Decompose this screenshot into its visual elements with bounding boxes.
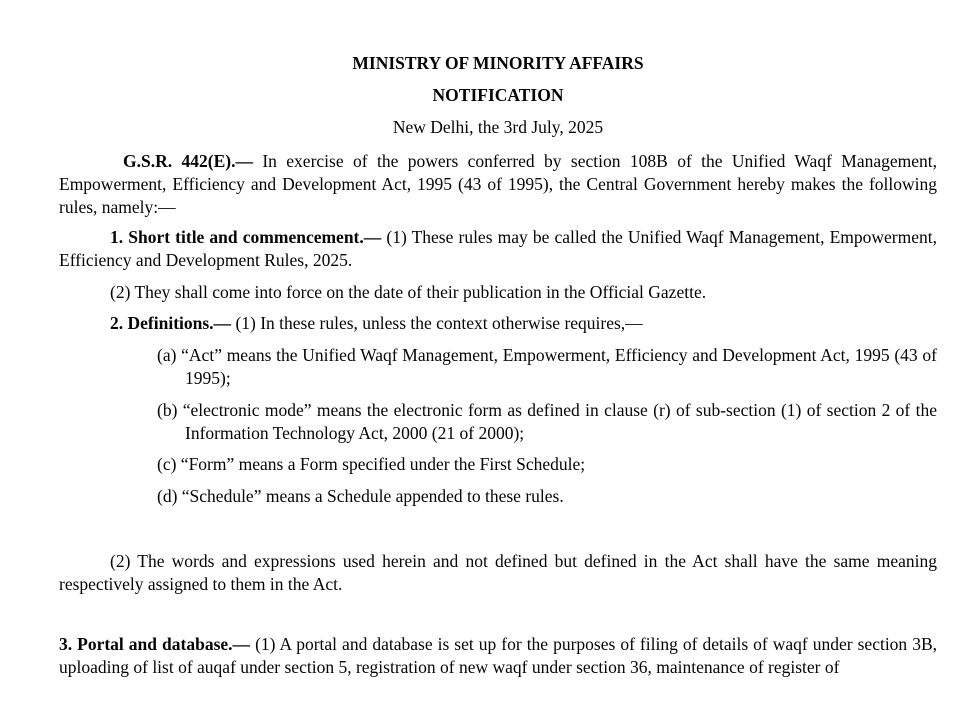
para-rule1-lead: 1. Short title and commencement.—: [110, 227, 382, 247]
para-rule1-sub2: [59, 281, 937, 304]
clause-d: (d) “Schedule” means a Schedule appended to these rules.: [157, 486, 564, 506]
para-rule2-sub2-text: (2) The words and expressions used herein and not defined but defined in the Act shall have the same meaning respectively assigned to them in the Act.: [59, 551, 937, 594]
para-gsr: [59, 150, 937, 219]
para-rule2-text: (1) In these rules, unless the context otherwise requires,—: [231, 313, 643, 333]
clause-b: (b) “electronic mode” means the electronic form as defined in clause (r) of sub-section (1) of section 2 of the Information Technology Act, 2000 (21 of 2000);: [157, 400, 937, 443]
clause-a: (a) “Act” means the Unified Waqf Management, Empowerment, Efficiency and Development Act, 1995 (43 of 1995);: [157, 345, 937, 388]
dateline: New Delhi, the 3rd July, 2025: [392, 117, 604, 137]
notification-title: NOTIFICATION: [432, 85, 564, 105]
para-gsr-lead: G.S.R. 442(E).—: [123, 151, 253, 171]
para-rule2-sub2: [59, 550, 937, 596]
para-rule3-lead: 3. Portal and database.—: [59, 634, 251, 654]
para-rule1: [59, 226, 937, 272]
para-rule1-text: (1) These rules may be called the Unified Waqf Management, Empowerment, Efficiency and Development Rules, 2025.: [59, 227, 937, 270]
para-rule3-text: (1) A portal and database is set up for the purposes of filing of details of waqf under section 3B, uploading of list of auqaf under section 5, registration of new waqf under section 36, maintenance of register of: [59, 634, 938, 677]
clause-c: (c) “Form” means a Form specified under the First Schedule;: [157, 454, 586, 474]
para-rule1-sub2-text: (2) They shall come into force on the date of their publication in the Official Gazette.: [110, 282, 707, 302]
ministry-title: MINISTRY OF MINORITY AFFAIRS: [352, 53, 644, 73]
para-rule3: [59, 633, 937, 679]
para-rule2-lead: 2. Definitions.—: [110, 313, 232, 333]
para-gsr-text: In exercise of the powers conferred by section 108B of the Unified Waqf Management, Empowerment, Efficiency and Development Act, 1995 (43 of 1995), the Central Government hereby makes the following rules, namely:—: [59, 151, 938, 217]
para-rule2: [59, 312, 937, 335]
